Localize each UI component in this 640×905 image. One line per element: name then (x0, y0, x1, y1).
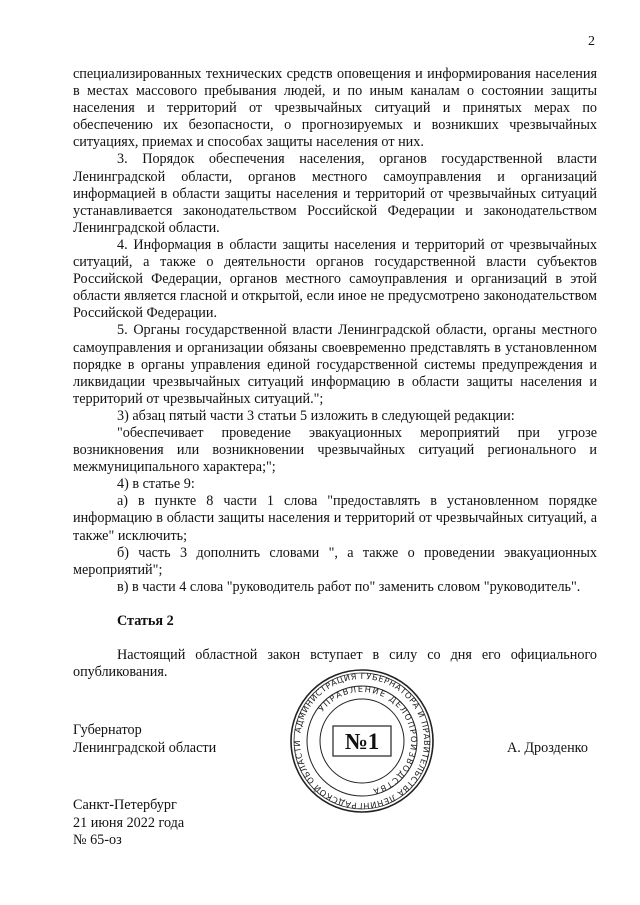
article-text: Настоящий областной закон вступает в силу со дня его официального опубликования. (73, 647, 597, 681)
paragraph-amendment-4: 4) в статье 9: (117, 476, 195, 493)
paragraph-amendment-3: 3) абзац пятый части 3 статьи 5 изложить в следующей редакции: (117, 407, 515, 424)
paragraph-subitem-a: а) в пункте 8 части 1 слова "предоставлять в установленном порядке информацию в области защиты населения и территорий от чрезвычайных ситуаций, а также" исключить; (73, 493, 597, 544)
seal-number: №1 (344, 729, 380, 754)
paragraph-continuation: специализированных технических средств оповещения и информирования населения в местах массового пребывания людей, и по иным каналам о состоянии защиты населения и территорий от чрезвычайных ситуаций и принятых мерах по обеспечению их безопасности, о прогнозируемых и возникших чрезвычайных ситуациях, приемах и способах защиты населения от них. (73, 66, 597, 151)
document-body (73, 66, 597, 681)
article-heading: Статья 2 (117, 612, 174, 629)
seal-ring-text: АДМИНИСТРАЦИЯ ГУБЕРНАТОРА И ПРАВИТЕЛЬСТВА ЛЕНИНГРАДСКОЙ ОБЛАСТИ (291, 670, 433, 812)
footer-law-number: № 65-оз (73, 832, 122, 848)
footer-city: Санкт-Петербург (73, 797, 177, 813)
paragraph-item-5: 5. Органы государственной власти Ленинградской области, органы местного самоуправления и организации обязаны своевременно представлять в установленном порядке в органы управления единой государственной системы предупреждения и ликвидации чрезвычайных ситуаций информацию в области защиты населения и территорий от чрезвычайных ситуаций."; (73, 322, 597, 407)
page-number: 2 (588, 34, 595, 49)
paragraph-item-3: 3. Порядок обеспечения населения, органов государственной власти Ленинградской области, органов местного самоуправления и организаций информацией в области защиты населения и территорий от чрезвычайных ситуаций устанавливается законодательством Российской Федерации и законодательством Ленинградской области. (73, 151, 597, 236)
signatory-name: А. Дрозденко (507, 740, 588, 756)
seal-inner-text: УПРАВЛЕНИЕ ДЕЛОПРОИЗВОДСТВА (316, 683, 420, 797)
paragraph-quote-evacuation: "обеспечивает проведение эвакуационных мероприятий при угрозе возникновения или возникновении чрезвычайных ситуаций регионального и межмуниципального характера;"; (73, 424, 597, 476)
signature-title-line1: Губернатор (73, 722, 142, 738)
footer-date: 21 июня 2022 года (73, 814, 185, 831)
signature-title (73, 722, 216, 757)
document-footer (73, 797, 184, 850)
paragraph-subitem-b: б) часть 3 дополнить словами ", а также о проведении эвакуационных мероприятий"; (73, 544, 597, 578)
signature-title-line2: Ленинградской области (73, 739, 217, 756)
paragraph-subitem-v: в) в части 4 слова "руководитель работ по" заменить словом "руководитель". (117, 578, 581, 595)
official-seal (289, 668, 435, 814)
paragraph-item-4: 4. Информация в области защиты населения и территорий от чрезвычайных ситуаций, а также о деятельности органов государственной власти субъектов Российской Федерации, органов местного самоуправления и организаций в этой области является гласной и открытой, если иное не предусмотрено законодательством Российской Федерации. (73, 236, 597, 322)
